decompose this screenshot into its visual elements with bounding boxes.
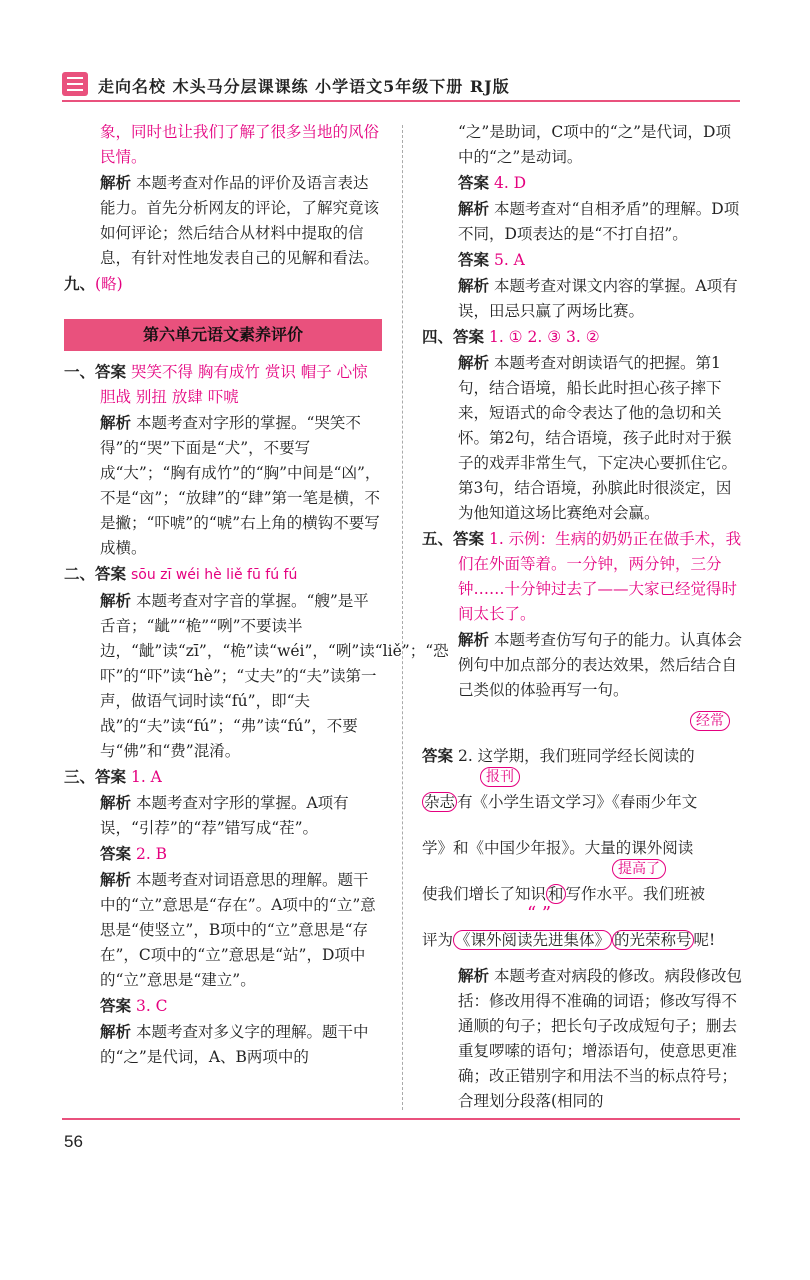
analysis-block bbox=[422, 350, 744, 526]
page-header bbox=[62, 70, 740, 98]
edit-line-3: 学》和《中国少年报》。大量的课外阅读 bbox=[422, 839, 694, 857]
analysis-label: 解析 bbox=[458, 353, 490, 372]
answer-text: 1. ① 2. ③ 3. ② bbox=[488, 328, 600, 346]
analysis-text: 本题考查对作品的评价及语言表达能力。首先分析网友的评论，了解究竟该如何评论；然后结合从材料中提取的信息，有针对性地发表自己的见解和看法。 bbox=[100, 174, 380, 267]
circled-word: 和 bbox=[548, 885, 564, 903]
analysis-block bbox=[64, 170, 382, 271]
correction-jingchang: 经常 bbox=[690, 711, 730, 731]
correction-baokan: 报刊 bbox=[480, 767, 520, 787]
answer-line bbox=[64, 841, 382, 867]
answer-text: 4. D bbox=[493, 174, 527, 192]
question-number: 四、 bbox=[422, 327, 454, 346]
question-number: 一、 bbox=[64, 362, 96, 381]
analysis-block bbox=[64, 1019, 382, 1070]
analysis-text: 本题考查对字音的掌握。“艘”是平舌音；“龇”“桅”“咧”不要读半边，“龇”读“zī”，“桅”读“wéi”，“咧”读“liě”；“恐吓”的“吓”读“hè”；“丈夫”的“夫”读第一声，做语气词时读“fú”，即“夫战”的“夫”读“fú”；“弗”读“fú”，不要与“佛”和“费”混淆。 bbox=[100, 592, 449, 760]
analysis-label: 解析 bbox=[100, 591, 132, 610]
answer-label: 答案 bbox=[95, 767, 127, 786]
edit-line-4 bbox=[422, 871, 744, 917]
circled-word: 的光荣称号 bbox=[614, 931, 692, 949]
question-number: 九、 bbox=[64, 274, 96, 293]
edit-text: 写作水平。我们班被 bbox=[565, 885, 706, 903]
analysis-text: 本题考查对词语意思的理解。题干中的“立”意思是“存在”。A项中的“立”意思是“使竖立”，B项中的“立”意思是“存在”，C项中的“立”意思是“站”，D项中的“立”意思是“建立”。 bbox=[100, 871, 376, 989]
answer-text: 1. A bbox=[130, 768, 162, 786]
answer-label: 答案 bbox=[458, 250, 490, 269]
section-banner: 第六单元语文素养评价 bbox=[64, 319, 382, 351]
question-2 bbox=[64, 561, 382, 588]
answer-label: 答案 bbox=[95, 362, 127, 381]
answer-line bbox=[422, 170, 744, 196]
header-title: 走向名校 木头马分层课课练 小学语文5年级下册 RJ版 bbox=[98, 77, 510, 96]
analysis-text: 本题考查对朗读语气的把握。第1句，结合语境，船长此时担心孩子摔下来，短语式的命令表达了他的急切和关怀。第2句，结合语境，孩子此时对于猴子的戏弄非常生气，下定决心要抓住它。第3句，结合语境，孙膑此时很淡定，因为他知道这场比赛绝对会赢。 bbox=[458, 354, 738, 522]
analysis-block bbox=[422, 627, 744, 703]
answer-text: (略) bbox=[95, 275, 123, 293]
analysis-block bbox=[422, 273, 744, 324]
edit-line-2 bbox=[422, 779, 744, 825]
question-number: 二、 bbox=[64, 564, 96, 583]
question-number: 三、 bbox=[64, 767, 96, 786]
answer-label: 答案 bbox=[458, 173, 490, 192]
analysis-text: 本题考查对多义字的理解。题干中的“之”是代词，A、B两项中的 bbox=[100, 1023, 369, 1066]
question-9 bbox=[64, 271, 382, 297]
continued-analysis: “之”是助词，C项中的“之”是代词，D项中的“之”是动词。 bbox=[458, 123, 731, 166]
edit-text: 呢! bbox=[693, 931, 716, 949]
analysis-label: 解析 bbox=[458, 630, 490, 649]
right-column bbox=[422, 120, 744, 1114]
column-divider bbox=[402, 125, 403, 1110]
analysis-label: 解析 bbox=[100, 1022, 132, 1041]
correction-quotes: “ ” bbox=[527, 903, 552, 924]
analysis-block bbox=[64, 410, 382, 561]
answer-label: 答案 bbox=[100, 996, 132, 1015]
header-rule bbox=[62, 100, 740, 102]
analysis-label: 解析 bbox=[458, 276, 490, 295]
analysis-text: 本题考查对课文内容的掌握。A项有误，田忌只赢了两场比赛。 bbox=[458, 277, 738, 320]
edit-text: 有《小学生语文学习》《春雨少年文 bbox=[457, 793, 698, 811]
answer-text: 1. 示例：生病的奶奶正在做手术，我们在外面等着。一分钟，两分钟，三分钟……十分钟过去了——大家已经觉得时间太长了。 bbox=[458, 530, 742, 623]
analysis-text: 本题考查对字形的掌握。“哭笑不得”的“哭”下面是“犬”，不要写成“大”；“胸有成竹”的“胸”中间是“凶”，不是“㐫”；“放肆”的“肆”第一笔是横，不是撇；“吓唬”的“唬”右上角的横钩不要写成横。 bbox=[100, 414, 381, 557]
analysis-label: 解析 bbox=[100, 413, 132, 432]
answer-label: 答案 bbox=[453, 327, 485, 346]
edit-line-1 bbox=[422, 733, 744, 779]
analysis-block bbox=[64, 790, 382, 841]
answer-label: 答案 bbox=[100, 844, 132, 863]
analysis-block bbox=[422, 196, 744, 247]
edit-text: 评为 bbox=[422, 931, 454, 949]
analysis-text: 本题考查对病段的修改。病段修改包括：修改用得不准确的词语；修改写得不通顺的句子；把长句子改成短句子；删去重复啰嗦的语句；增添语句，使意思更准确；改正错别字和用法不当的标点符号；合理划分段落(相同的 bbox=[458, 967, 742, 1110]
circled-word: 杂志 bbox=[424, 793, 456, 811]
edit-line-5 bbox=[422, 917, 744, 963]
analysis-label: 解析 bbox=[458, 966, 490, 985]
answer-label: 答案 bbox=[95, 564, 127, 583]
circled-word: 《课外阅读先进集体》 bbox=[455, 931, 611, 949]
answer-text: 哭笑不得 胸有成竹 赏识 帽子 心惊胆战 别扭 放肆 吓唬 bbox=[100, 363, 368, 406]
continued-answer: 象，同时也让我们了解了很多当地的风俗民情。 bbox=[100, 123, 380, 166]
correction-tigaole: 提高了 bbox=[612, 859, 666, 879]
answer-text: 2. B bbox=[135, 845, 168, 863]
section-5 bbox=[422, 526, 744, 627]
edit-text: 使我们增长了知识 bbox=[422, 885, 547, 903]
edit-text: 2. 这学期，我们班同学经长阅读的 bbox=[457, 747, 695, 765]
answer-label: 答案 bbox=[422, 746, 454, 765]
analysis-label: 解析 bbox=[100, 870, 132, 889]
analysis-block bbox=[64, 867, 382, 993]
footer-rule bbox=[62, 1118, 740, 1120]
answer-pinyin: sōu zī wéi hè liě fū fú fú bbox=[130, 567, 298, 583]
analysis-label: 解析 bbox=[100, 173, 132, 192]
section-4 bbox=[422, 324, 744, 350]
analysis-text: 本题考查仿写句子的能力。认真体会例句中加点部分的表达效果，然后结合自己类似的体验再写一句。 bbox=[458, 631, 742, 699]
answer-text: 5. A bbox=[493, 251, 525, 269]
book-logo-icon bbox=[62, 72, 88, 96]
analysis-label: 解析 bbox=[100, 793, 132, 812]
proofreading-answer bbox=[422, 713, 744, 963]
analysis-block bbox=[422, 963, 744, 1114]
question-1 bbox=[64, 359, 382, 410]
analysis-text: 本题考查对“自相矛盾”的理解。D项不同，D项表达的是“不打自招”。 bbox=[458, 200, 740, 243]
analysis-label: 解析 bbox=[458, 199, 490, 218]
question-number: 五、 bbox=[422, 529, 454, 548]
page-number: 56 bbox=[64, 1132, 83, 1151]
answer-label: 答案 bbox=[453, 529, 485, 548]
answer-line bbox=[64, 993, 382, 1019]
analysis-text: 本题考查对字形的掌握。A项有误，“引荐”的“荐”错写成“茬”。 bbox=[100, 794, 349, 837]
answer-text: 3. C bbox=[135, 997, 168, 1015]
answer-line bbox=[422, 247, 744, 273]
question-3 bbox=[64, 764, 382, 790]
